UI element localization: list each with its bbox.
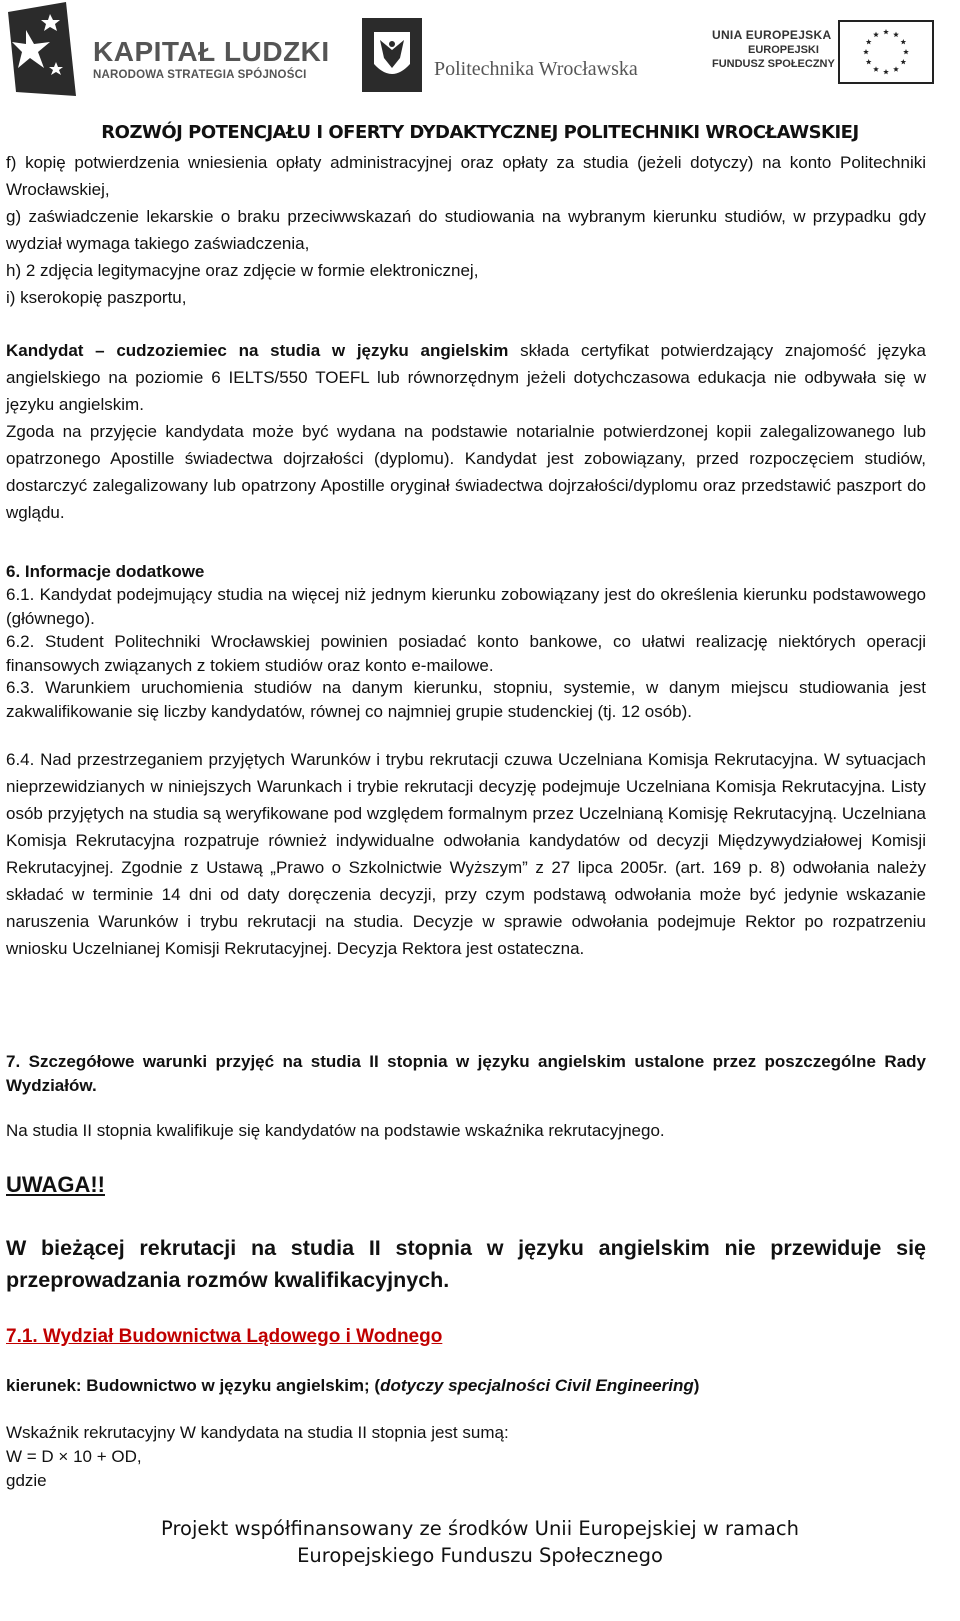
- eu-line3: FUNDUSZ SPOŁECZNY: [712, 58, 835, 70]
- candidate-bold-lead: Kandydat – cudzoziemiec na studia w języku angielskim: [6, 341, 509, 360]
- section6-heading: 6. Informacje dodatkowe: [6, 562, 205, 581]
- list-item-f: f) kopię potwierdzenia wniesienia opłaty administracyjnej oraz opłaty za studia (jeżeli dotyczy) na konto Politechniki Wrocławskiej,: [6, 153, 926, 199]
- section7-notice: W bieżącej rekrutacji na studia II stopnia w języku angielskim nie przewiduje się przeprowadzania rozmów kwalifikacyjnych.: [6, 1236, 926, 1292]
- list-item-g: g) zaświadczenie lekarskie o braku przeciwwskazań do studiowania na wybranym kierunku studiów, w przypadku gdy wydział wymaga takiego zaświadczenia,: [6, 207, 926, 253]
- section6-p4: 6.4. Nad przestrzeganiem przyjętych Warunków i trybu rekrutacji czuwa Uczelniana Komisja Rekrutacyjna. W sytuacjach nieprzewidzianych w niniejszych Warunkach i trybie rekrutacji decyzję podejmuje Uczelniana Komisja Rekrutacyjna. Listy osób przyjętych na studia są weryfikowane pod względem formalnym przez Uczelnianą Komisję Rekrutacyjną. Uczelniana Komisja Rekrutacyjna rozpatruje również indywidualne odwołania kandydatów od decyzji Międzywydziałowej Komisji Rekrutacyjnej. Zgodnie z Ustawą „Prawo o Szkolnictwie Wyższym” z 27 lipca 2005r. (art. 169 p. 8) odwołania należy składać w terminie 14 dni od daty doręczenia decyzji, przy czym podstawą odwołania może być jedynie wskazanie naruszenia Warunków i trybu rekrutacji na studia. Decyzje w sprawie odwołania podejmuje Rektor po rozpatrzeniu wniosku Uczelnianej Komisji Rekrutacyjnej. Decyzja Rektora jest ostateczna.: [6, 750, 926, 958]
- section7-intro: Na studia II stopnia kwalifikuje się kandydatów na podstawie wskaźnika rekrutacyjnego.: [6, 1121, 665, 1140]
- list-item-i: i) kserokopię paszportu,: [6, 288, 187, 307]
- course-close: ): [693, 1376, 700, 1395]
- eu-flag-icon: [838, 20, 934, 84]
- section6-p1: 6.1. Kandydat podejmujący studia na więcej niż jednym kierunku zobowiązany jest do określenia kierunku podstawowego (głównego).: [6, 585, 926, 628]
- footer-line2: Europejskiego Funduszu Społecznego: [297, 1544, 663, 1567]
- kapital-ludzki-title: KAPITAŁ LUDZKI: [93, 36, 330, 67]
- section6-p3: 6.3. Warunkiem uruchomienia studiów na danym kierunku, stopniu, systemie, w danym miejscu studiowania jest zakwalifikowanie się liczby kandydatów, równej co najmniej grupie studenckiej (tj. 12 osób).: [6, 678, 926, 721]
- course-italic: dotyczy specjalności Civil Engineering: [380, 1376, 694, 1395]
- section6-p2: 6.2. Student Politechniki Wrocławskiej powinien posiadać konto bankowe, co ułatwi realizację niektórych operacji finansowych związanych z tokiem studiów oraz konto e-mailowe.: [6, 632, 926, 675]
- project-title: ROZWÓJ POTENCJAŁU I OFERTY DYDAKTYCZNEJ POLITECHNIKI WROCŁAWSKIEJ: [101, 122, 859, 143]
- where-line: gdzie: [6, 1471, 47, 1490]
- faculty-link[interactable]: 7.1. Wydział Budownictwa Lądowego i Wodnego: [6, 1326, 443, 1347]
- eu-line2: EUROPEJSKI: [748, 44, 819, 56]
- uwaga-label: UWAGA!!: [6, 1172, 105, 1197]
- kapital-ludzki-subtitle: NARODOWA STRATEGIA SPÓJNOŚCI: [93, 69, 307, 81]
- indicator-line: Wskaźnik rekrutacyjny W kandydata na studia II stopnia jest sumą:: [6, 1423, 509, 1442]
- candidate-text: składa certyfikat potwierdzający znajomość języka angielskiego na poziomie 6 IELTS/550 TOEFL lub równorzędnym jeżeli dotychczasowa edukacja nie odbywała się w języku angielskim.: [6, 341, 926, 414]
- footer-line1: Projekt współfinansowany ze środków Unii Europejskiej w ramach: [161, 1517, 799, 1540]
- list-item-h: h) 2 zdjęcia legitymacyjne oraz zdjęcie w formie elektronicznej,: [6, 261, 479, 280]
- course-line: [6, 1374, 926, 1398]
- politechnika-wroclawska-logo: [362, 18, 662, 94]
- course-bold: kierunek: Budownictwo w języku angielskim; (: [6, 1376, 381, 1395]
- section7-heading: 7. Szczegółowe warunki przyjęć na studia II stopnia w języku angielskim ustalone przez poszczególne Rady Wydziałów.: [6, 1052, 926, 1095]
- consent-paragraph: Zgoda na przyjęcie kandydata może być wydana na podstawie notarialnie potwierdzonej kopii zalegalizowanego lub opatrzonego Apostille świadectwa dojrzałości (dyplomu). Kandydat jest zobowiązany, przed rozpoczęciem studiów, dostarczyć zalegalizowany lub opatrzony Apostille oryginał świadectwa dojrzałości/dyplomu oraz przedstawić paszport do wglądu.: [6, 422, 926, 522]
- candidate-paragraph: [6, 337, 926, 418]
- pwr-name: Politechnika Wrocławska: [434, 58, 638, 80]
- eu-line1: UNIA EUROPEJSKA: [712, 28, 832, 42]
- formula-line: W = D × 10 + OD,: [6, 1447, 142, 1466]
